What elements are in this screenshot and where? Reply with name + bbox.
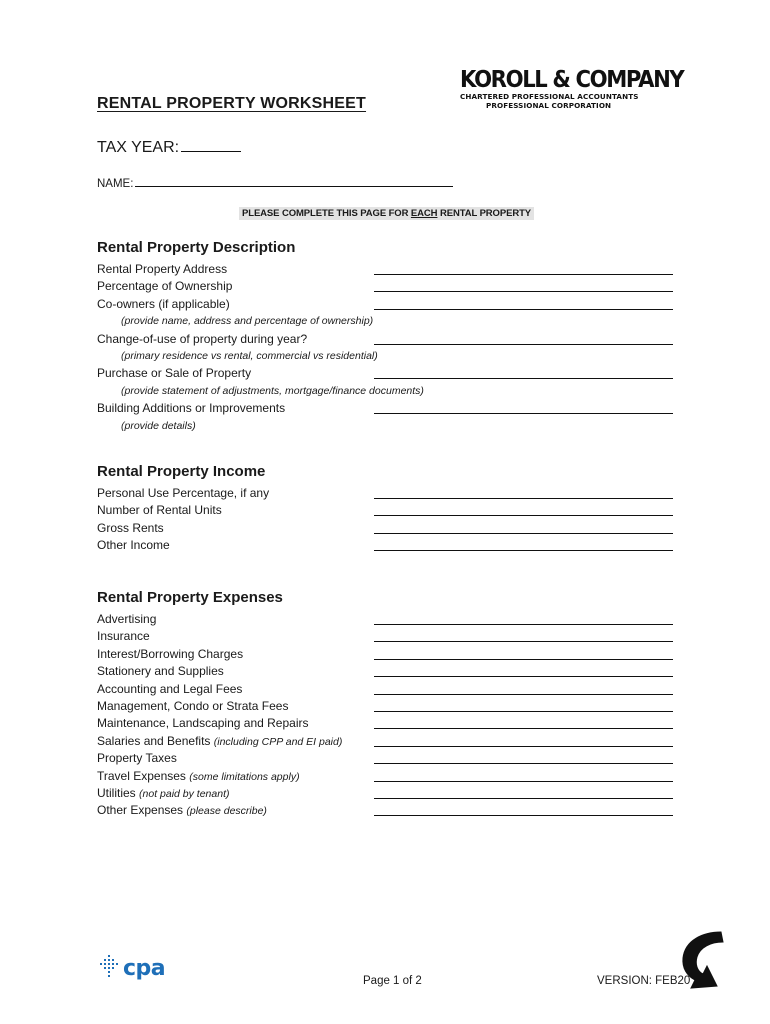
- row-label-text: Change-of-use of property during year?: [97, 331, 308, 346]
- answer-line[interactable]: [374, 694, 673, 695]
- row-note: [97, 418, 677, 435]
- answer-line[interactable]: [374, 781, 673, 782]
- answer-line[interactable]: [374, 274, 673, 275]
- row-label: [97, 485, 269, 502]
- company-logo-name: KOROLL & COMPANY: [460, 67, 684, 93]
- worksheet-row: [97, 733, 677, 750]
- row-label-text: Accounting and Legal Fees: [97, 681, 243, 696]
- row-label-text: Stationery and Supplies: [97, 664, 224, 679]
- worksheet-row: [97, 278, 677, 295]
- answer-line[interactable]: [374, 815, 673, 816]
- row-label: [97, 261, 227, 278]
- answer-line[interactable]: [374, 641, 673, 642]
- worksheet-row: [97, 681, 677, 698]
- worksheet-row: [97, 646, 677, 663]
- answer-line[interactable]: [374, 763, 673, 764]
- row-label: [97, 520, 164, 537]
- row-note-text: [121, 418, 196, 435]
- answer-line[interactable]: [374, 413, 673, 414]
- worksheet-row: [97, 520, 677, 537]
- worksheet-row: [97, 750, 677, 767]
- expenses-heading: Rental Property Expenses: [97, 589, 283, 606]
- name-blank[interactable]: [135, 176, 453, 187]
- worksheet-row: [97, 802, 677, 819]
- instruction-notice: [239, 207, 534, 220]
- row-label-text: Personal Use Percentage, if any: [97, 486, 270, 500]
- row-label: [97, 733, 342, 751]
- company-logo-line2: PROFESSIONAL CORPORATION: [486, 101, 612, 110]
- worksheet-row: [97, 502, 677, 519]
- page-title: RENTAL PROPERTY WORKSHEET: [97, 95, 367, 112]
- row-label-text: (primary residence vs rental, commercial vs residential): [121, 349, 378, 362]
- row-label: [97, 646, 243, 663]
- row-label: [97, 681, 242, 698]
- answer-line[interactable]: [374, 344, 673, 345]
- income-heading: Rental Property Income: [97, 463, 266, 480]
- row-note-text: [121, 383, 424, 400]
- income-rows: [97, 485, 677, 555]
- answer-line[interactable]: [374, 676, 673, 677]
- description-rows: [97, 261, 677, 435]
- notice-text-after: RENTAL PROPERTY: [437, 208, 532, 219]
- row-label: [97, 331, 307, 348]
- worksheet-row: [97, 698, 677, 715]
- version-label: VERSION: FEB20: [597, 975, 691, 987]
- row-label-text: Purchase or Sale of Property: [97, 366, 252, 381]
- answer-line[interactable]: [374, 291, 673, 292]
- row-label-text: Rental Property Address: [97, 262, 228, 276]
- tax-year-label: TAX YEAR:: [97, 139, 180, 156]
- row-label-text: Advertising: [97, 612, 157, 626]
- tax-year-blank[interactable]: [181, 137, 241, 152]
- row-label: [97, 628, 150, 645]
- row-note: [97, 383, 677, 400]
- name-field: [97, 176, 453, 190]
- worksheet-row: [97, 331, 677, 348]
- answer-line[interactable]: [374, 746, 673, 747]
- page-number: Page 1 of 2: [363, 975, 422, 987]
- row-label: [97, 296, 230, 313]
- row-label-text: Gross Rents: [97, 520, 164, 535]
- row-label: [97, 278, 232, 295]
- row-label-text: Maintenance, Landscaping and Repairs: [97, 716, 309, 731]
- row-label-text: Salaries and Benefits: [97, 733, 211, 748]
- answer-line[interactable]: [374, 798, 673, 799]
- row-label-text: Co-owners (if applicable): [97, 296, 230, 311]
- row-label-text: (provide details): [121, 419, 196, 432]
- row-label: [97, 715, 308, 732]
- answer-line[interactable]: [374, 515, 673, 516]
- description-heading: Rental Property Description: [97, 239, 296, 256]
- worksheet-row: [97, 400, 677, 417]
- row-label-text: (provide statement of adjustments, mortgage/finance documents): [121, 384, 424, 397]
- worksheet-row: [97, 785, 677, 802]
- row-label: [97, 502, 222, 519]
- row-label-text: Interest/Borrowing Charges: [97, 646, 244, 661]
- row-hint: (some limitations apply): [189, 770, 300, 783]
- row-label-text: Utilities: [97, 785, 136, 800]
- row-note-text: [121, 313, 373, 330]
- row-label-text: Property Taxes: [97, 751, 177, 766]
- row-label: [97, 400, 285, 417]
- cpa-logo-text: cpa: [123, 956, 166, 981]
- answer-line[interactable]: [374, 624, 673, 625]
- row-label-text: (provide name, address and percentage of ownership): [121, 315, 374, 328]
- worksheet-row: [97, 768, 677, 785]
- row-label: [97, 698, 288, 715]
- answer-line[interactable]: [374, 550, 673, 551]
- answer-line[interactable]: [374, 378, 673, 379]
- worksheet-row: [97, 628, 677, 645]
- notice-text-before: PLEASE COMPLETE THIS PAGE FOR: [242, 208, 411, 219]
- worksheet-row: [97, 365, 677, 382]
- row-note: [97, 313, 677, 330]
- row-label-text: Other Expenses: [97, 803, 184, 818]
- row-label: [97, 663, 224, 680]
- row-label: [97, 611, 156, 628]
- worksheet-row: [97, 296, 677, 313]
- row-label: [97, 537, 170, 554]
- row-label: [97, 802, 267, 820]
- row-note-text: [121, 348, 378, 365]
- row-label-text: Number of Rental Units: [97, 503, 222, 518]
- row-label-text: Travel Expenses: [97, 768, 186, 783]
- answer-line[interactable]: [374, 659, 673, 660]
- company-logo: [460, 67, 684, 110]
- row-note: [97, 348, 677, 365]
- name-label: NAME:: [97, 178, 134, 190]
- row-label-text: Percentage of Ownership: [97, 279, 233, 294]
- row-label: [97, 750, 177, 767]
- row-hint: (including CPP and EI paid): [213, 735, 343, 748]
- worksheet-row: [97, 663, 677, 680]
- notice-emphasis: EACH: [410, 208, 438, 219]
- answer-line[interactable]: [374, 728, 673, 729]
- row-label-text: Insurance: [97, 629, 150, 644]
- row-label-text: Management, Condo or Strata Fees: [97, 698, 289, 713]
- row-hint: (please describe): [186, 805, 267, 818]
- row-label-text: Building Additions or Improvements: [97, 401, 286, 416]
- answer-line[interactable]: [374, 533, 673, 534]
- row-label: [97, 785, 230, 803]
- company-logo-line1: CHARTERED PROFESSIONAL ACCOUNTANTS: [460, 92, 639, 101]
- worksheet-row: [97, 715, 677, 732]
- row-label: [97, 365, 251, 382]
- tax-year-field: [97, 137, 241, 157]
- curved-arrow-icon[interactable]: [673, 928, 729, 994]
- row-label-text: Other Income: [97, 538, 170, 553]
- row-label: [97, 768, 300, 786]
- expenses-rows: [97, 611, 677, 820]
- answer-line[interactable]: [374, 711, 673, 712]
- worksheet-row: [97, 485, 677, 502]
- worksheet-row: [97, 537, 677, 554]
- answer-line[interactable]: [374, 309, 673, 310]
- answer-line[interactable]: [374, 498, 673, 499]
- worksheet-row: [97, 261, 677, 278]
- row-hint: (not paid by tenant): [139, 787, 230, 800]
- worksheet-row: [97, 611, 677, 628]
